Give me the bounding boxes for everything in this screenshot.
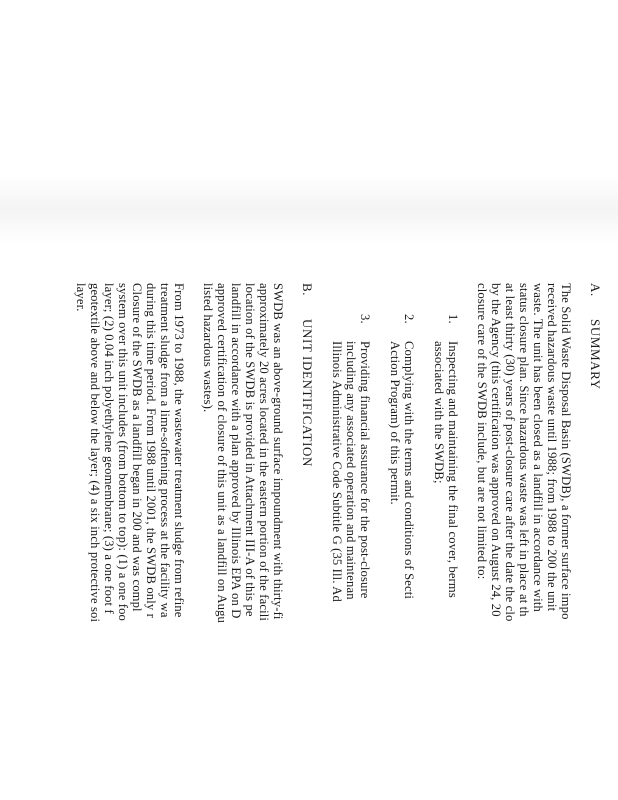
list-item-text: including any associated operation and maintenan: [344, 341, 358, 600]
text-line: system over this unit includes (from bottom to top): (1) a one foo: [116, 283, 130, 621]
text-line: during this time period. From 1988 until 2001, the SWDB only r: [144, 283, 158, 618]
text-line: geotextile above and below the layer; (4) a six inch protective soi: [88, 283, 102, 623]
text-line: approved certification of closure of this unit as a landfill on Augu: [215, 283, 229, 623]
list-item-text: Complying with the terms and conditions of Secti: [402, 341, 416, 599]
section-a-title: SUMMARY: [588, 319, 603, 390]
text-line: Closure of the SWDB as a landfill began in 200 and was compl: [130, 283, 144, 612]
text-line: layer.: [74, 283, 88, 312]
text-line: waste. The unit has been closed as a landfill in accordance with: [531, 283, 545, 612]
list-item-text: associated with the SWDB;: [432, 341, 446, 484]
text-line: listed hazardous wastes).: [201, 283, 215, 413]
section-a-letter: A.: [588, 283, 603, 297]
text-line: location of the SWDB is provided in Attachment III-A of this pe: [243, 283, 257, 617]
list-item-number: 2.: [402, 314, 416, 324]
text-line: From 1973 to 1988, the wastewater treatment sludge from refine: [172, 283, 186, 618]
list-item-number: 1.: [446, 314, 460, 324]
text-line: closure care of the SWDB include, but are not limited to:: [475, 283, 489, 580]
list-item-text: Action Program) of this permit.: [388, 341, 402, 505]
list-item-text: Illinois Administrative Code Subtitle G (35 Ill. Ad: [330, 341, 344, 602]
scan-band: [0, 175, 618, 245]
text-line: SWDB was an above-ground surface impoundment with thirty-fi: [271, 283, 285, 620]
text-line: received hazardous waste until 1988; from 1988 to 200 the unit: [545, 283, 559, 612]
text-line: landfill in accordance with a plan approved by Illinois EPA on D: [229, 283, 243, 619]
text-line: The Solid Waste Disposal Basin (SWDB), a former surface impo: [559, 283, 573, 620]
section-a-heading: [588, 283, 602, 390]
list-item-text: Providing financial assurance for the post-closure: [358, 341, 372, 599]
text-line: status closure plan. Since hazardous waste was left in place at th: [517, 283, 531, 617]
section-b-letter: B.: [300, 283, 315, 297]
section-b-title: UNIT IDENTIFICATION: [300, 319, 315, 468]
text-line: treatment sludge from a lime-softening process at the facility wa: [158, 283, 172, 618]
text-line: at least thirty (30) years of post-closure care after the date the clo: [503, 283, 517, 622]
rotated-document: [42, 283, 602, 800]
list-item-number: 3.: [358, 314, 372, 324]
section-b-heading: [300, 283, 314, 467]
text-line: approximately 20 acres located in the eastern portion of the facili: [257, 283, 271, 622]
text-line: layer; (2) 0.04 inch polyethylene geomembrane; (3) a one foot f: [102, 283, 116, 614]
list-item-text: Inspecting and maintaining the final cover, berms: [446, 341, 460, 598]
text-line: by the Agency (this certification was approved on August 24, 20: [489, 283, 503, 617]
